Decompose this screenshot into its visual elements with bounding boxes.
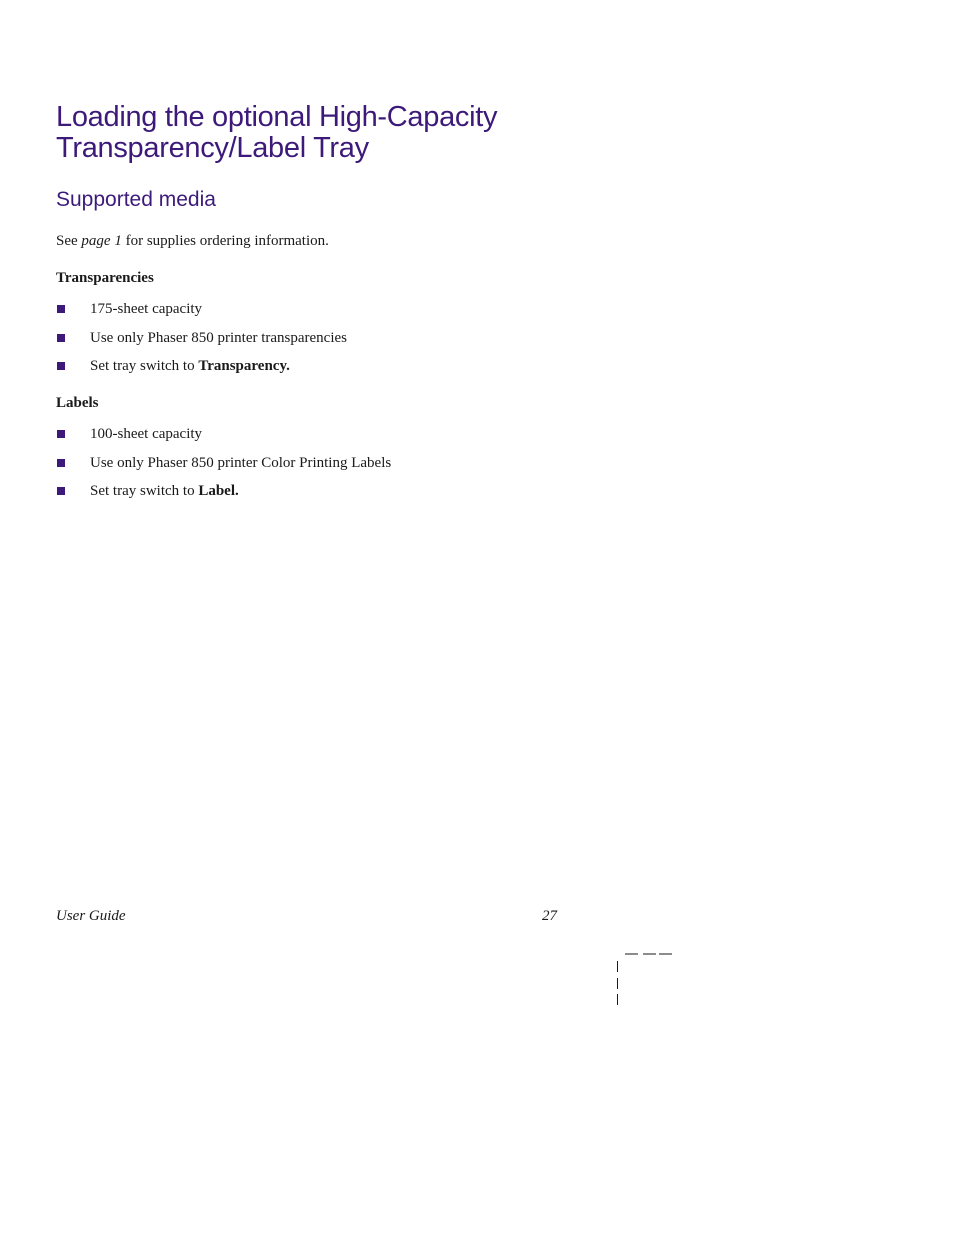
section-title: Supported media <box>56 188 216 211</box>
square-bullet-icon <box>57 430 65 438</box>
list-item <box>56 453 391 482</box>
list-item-text: Use only Phaser 850 printer transparencies <box>90 329 348 346</box>
list-item-text: Use only Phaser 850 printer Color Printing Labels <box>90 454 392 471</box>
list-item-bold-text: Label. <box>198 483 239 499</box>
square-bullet-icon <box>57 334 65 342</box>
list-item-text: 100-sheet capacity <box>90 426 203 442</box>
page-title-line-2: Transparency/Label Tray <box>56 132 369 164</box>
transparencies-heading: Transparencies <box>56 270 154 286</box>
list-item <box>56 299 347 328</box>
labels-list <box>56 424 391 510</box>
footer-document-title: User Guide <box>56 908 126 924</box>
list-item <box>56 328 347 357</box>
list-item-text: Set tray switch to <box>90 483 199 499</box>
list-item <box>56 356 347 385</box>
square-bullet-icon <box>57 459 65 467</box>
transparencies-list <box>56 299 347 385</box>
page-title <box>56 102 497 164</box>
square-bullet-icon <box>57 487 65 495</box>
square-bullet-icon <box>57 362 65 370</box>
intro-suffix: for supplies ordering information. <box>121 233 329 249</box>
footer-page-number: 27 <box>542 908 557 924</box>
intro-prefix: See <box>56 233 82 249</box>
crop-marks-icon <box>614 948 676 1008</box>
page-title-line-1: Loading the optional High-Capacity <box>56 101 498 133</box>
list-item-text: 175-sheet capacity <box>90 301 203 317</box>
list-item-bold-text: Transparency. <box>198 358 290 374</box>
intro-paragraph <box>56 231 329 251</box>
list-item <box>56 481 391 510</box>
page-reference-link[interactable]: page 1 <box>81 233 122 249</box>
labels-heading: Labels <box>56 395 99 411</box>
list-item-text: Set tray switch to <box>90 358 199 374</box>
square-bullet-icon <box>57 305 65 313</box>
list-item <box>56 424 391 453</box>
